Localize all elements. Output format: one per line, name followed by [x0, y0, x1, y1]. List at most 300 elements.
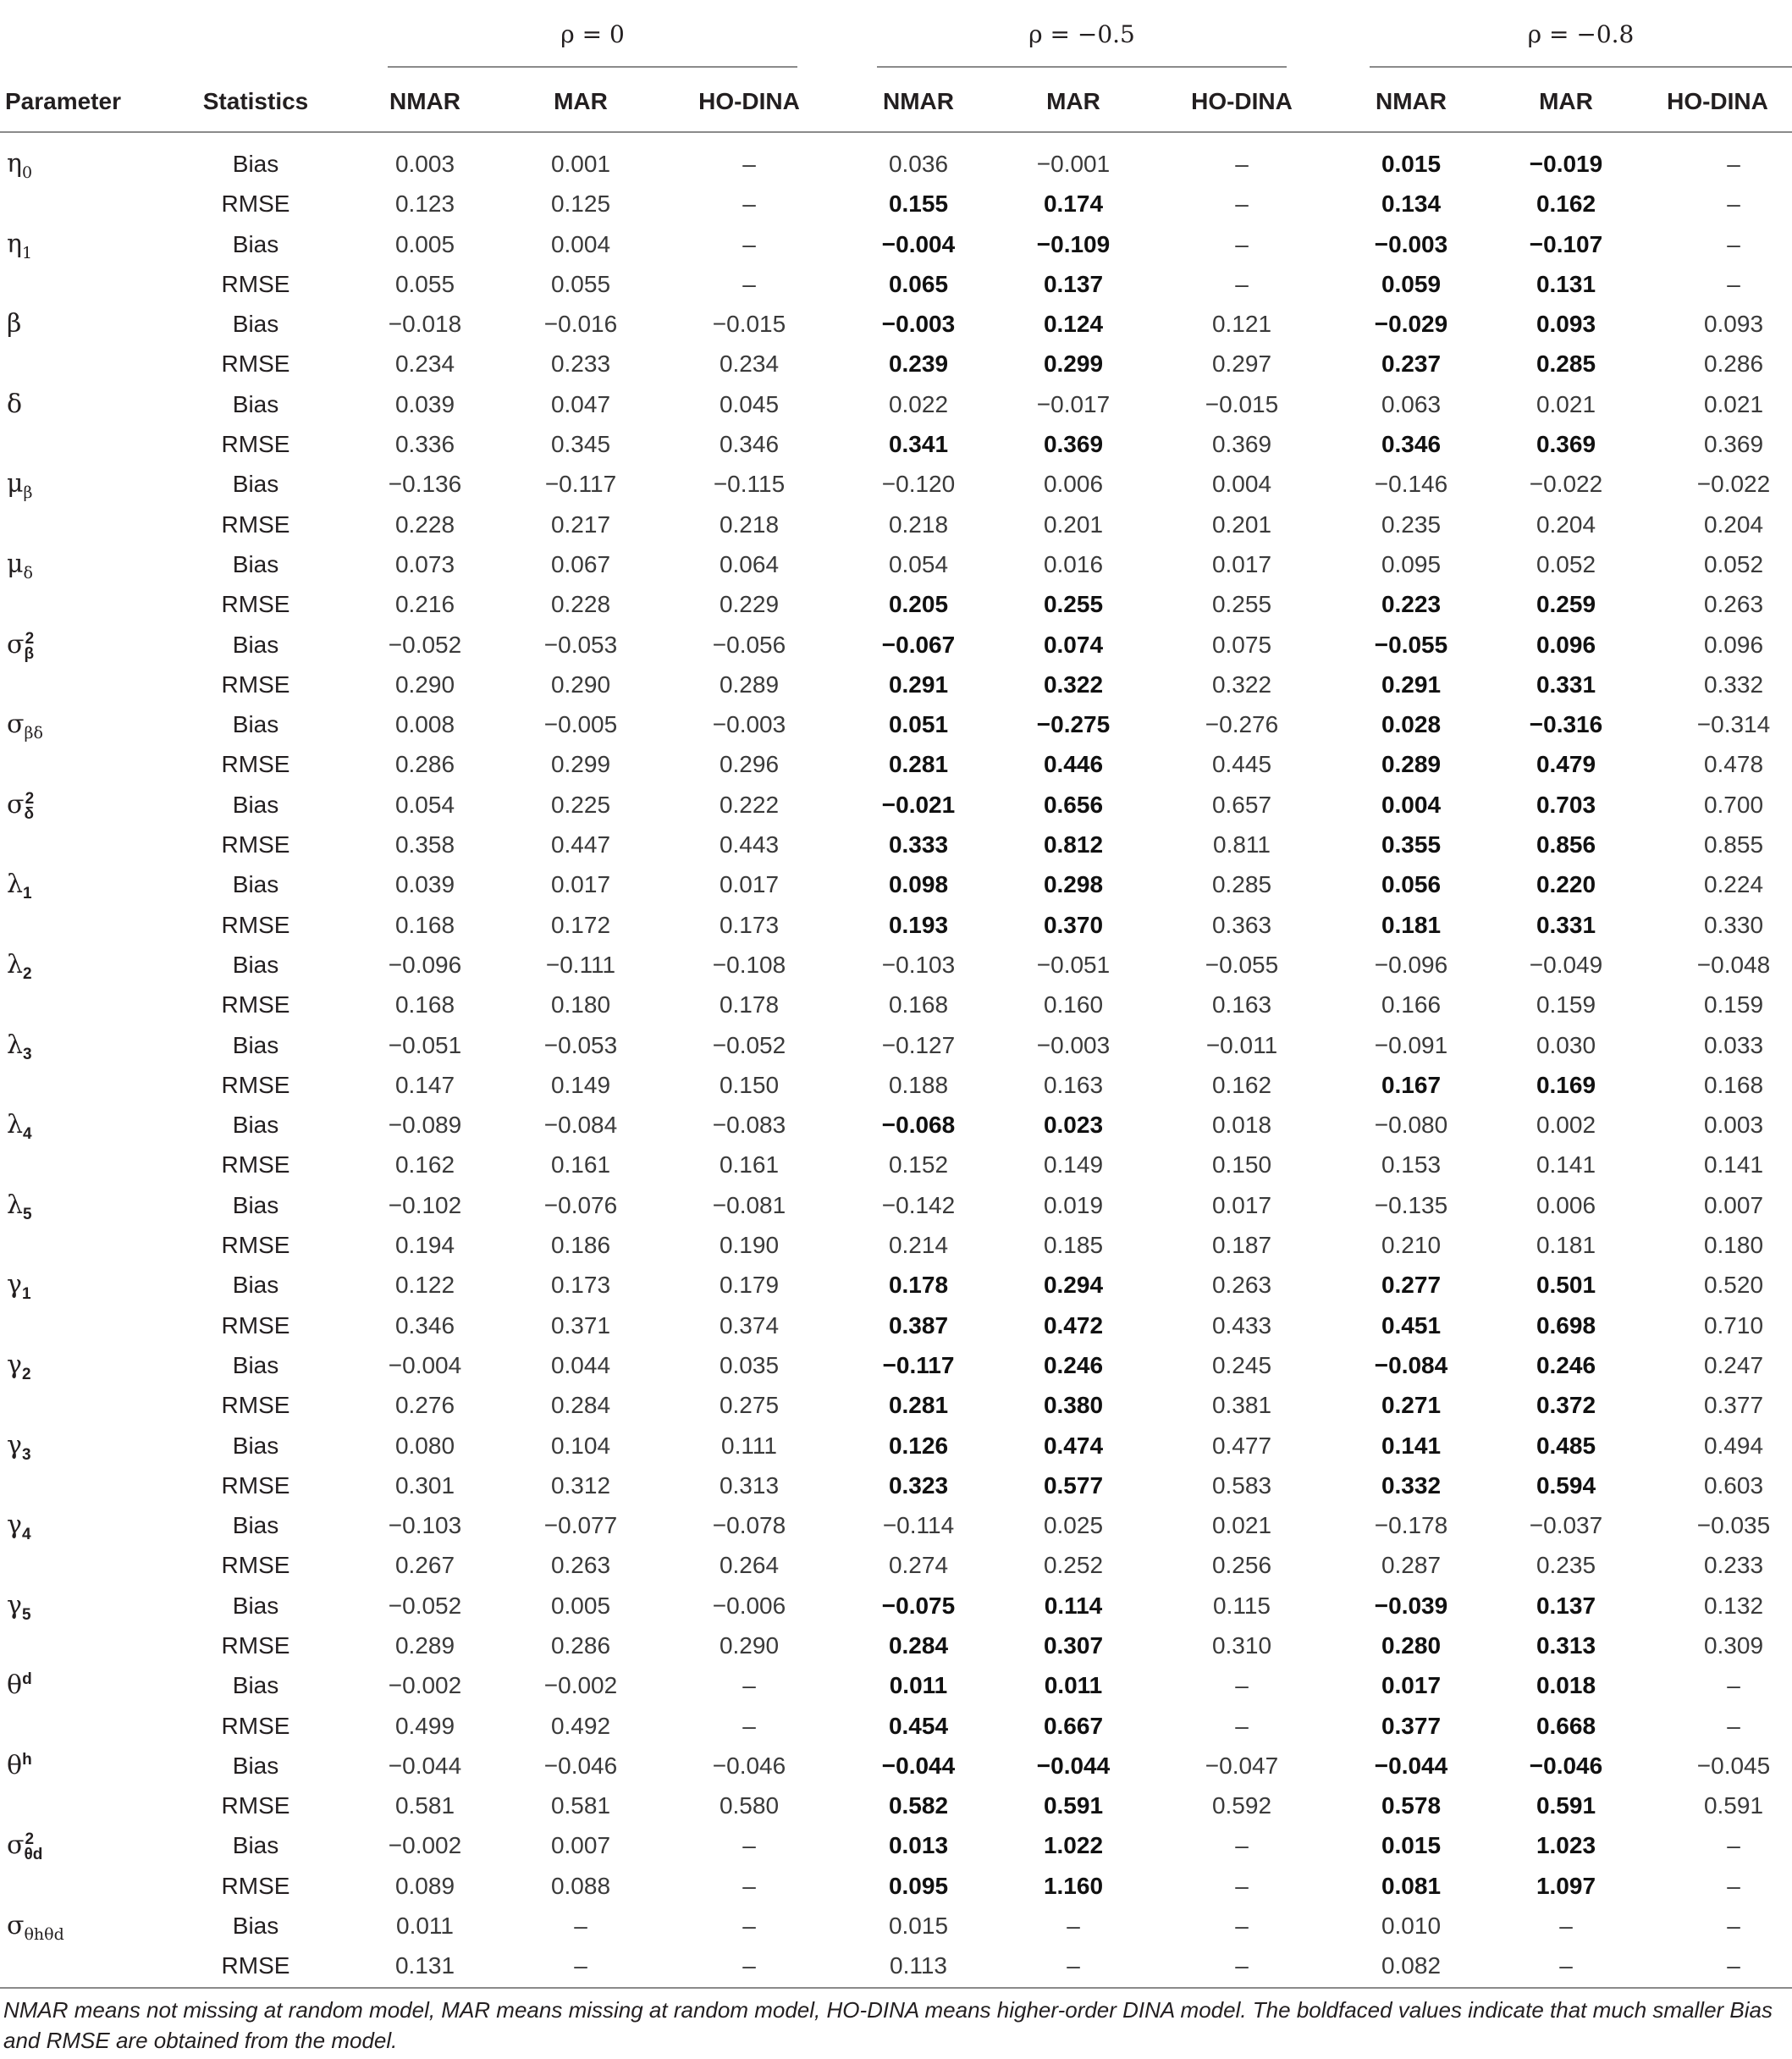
cell-nmar: 0.499 — [394, 1712, 455, 1739]
parameter-symbol: $\gamma_5$ — [7, 1590, 31, 1624]
cell-mar: 0.286 — [550, 1631, 611, 1659]
cell-ho-dina: – — [1235, 1672, 1249, 1699]
cell-ho-dina: 0.096 — [1703, 631, 1764, 658]
table-row — [0, 144, 1792, 184]
group-header-rho-minus-0.5: ρ = −0.5 — [1028, 20, 1135, 48]
cell-mar: 0.856 — [1536, 831, 1596, 858]
cell-nmar: 0.267 — [394, 1552, 455, 1579]
cell-mar: 0.201 — [1043, 511, 1104, 538]
statistic-label: RMSE — [221, 1552, 290, 1579]
cell-nmar: 0.277 — [1381, 1272, 1442, 1299]
statistic-label: Bias — [232, 711, 279, 738]
cell-mar: 0.380 — [1043, 1392, 1104, 1419]
table-row — [0, 1426, 1792, 1466]
cell-nmar: −0.127 — [881, 1031, 956, 1058]
cell-nmar: −0.052 — [388, 1592, 462, 1619]
cell-mar: 1.097 — [1536, 1872, 1596, 1899]
cell-ho-dina: 0.163 — [1211, 991, 1272, 1018]
parameter-symbol: $\lambda_3$ — [7, 1030, 32, 1063]
cell-ho-dina: 0.162 — [1211, 1071, 1272, 1098]
cell-ho-dina: – — [1727, 1952, 1740, 1979]
cell-mar: 0.284 — [550, 1392, 611, 1419]
cell-mar: 0.055 — [550, 270, 611, 297]
cell-mar: −0.019 — [1529, 151, 1603, 177]
cell-nmar: 0.291 — [888, 671, 949, 698]
cell-mar: −0.049 — [1529, 951, 1603, 978]
parameter-symbol: $\sigma_{\theta h\theta d}$ — [7, 1911, 64, 1945]
cell-ho-dina: 0.811 — [1213, 831, 1271, 858]
statistic-label: Bias — [232, 871, 279, 898]
statistic-label: RMSE — [221, 431, 290, 458]
cell-ho-dina: 0.247 — [1703, 1351, 1764, 1378]
cell-ho-dina: 0.017 — [1211, 1191, 1272, 1218]
cell-nmar: −0.103 — [881, 951, 956, 978]
cell-ho-dina: −0.022 — [1696, 471, 1771, 498]
cell-nmar: −0.136 — [388, 471, 462, 498]
cell-mar: −0.077 — [543, 1512, 618, 1539]
cell-ho-dina: – — [1235, 1913, 1249, 1940]
cell-ho-dina: – — [742, 270, 756, 297]
cell-ho-dina: −0.011 — [1205, 1031, 1278, 1058]
cell-ho-dina: 0.290 — [719, 1631, 780, 1659]
parameter-symbol: $\sigma_\delta^2$ — [7, 789, 35, 823]
statistic-label: Bias — [232, 1672, 279, 1699]
cell-ho-dina: 0.064 — [719, 550, 780, 577]
parameter-symbol: $\lambda_1$ — [7, 869, 32, 903]
cell-nmar: 0.051 — [888, 711, 949, 738]
cell-mar: 0.298 — [1043, 871, 1104, 898]
cell-ho-dina: 0.159 — [1703, 991, 1764, 1018]
table-row — [0, 1706, 1792, 1746]
cell-nmar: 0.290 — [394, 671, 455, 698]
cell-mar: 0.052 — [1536, 550, 1596, 577]
parameter-symbol: $\lambda_4$ — [7, 1110, 32, 1144]
parameter-symbol: $\gamma_1$ — [7, 1270, 31, 1304]
statistic-label: RMSE — [221, 591, 290, 618]
cell-ho-dina: 0.161 — [719, 1151, 780, 1179]
cell-ho-dina: 0.218 — [719, 511, 780, 538]
cell-ho-dina: 0.363 — [1211, 911, 1272, 938]
cell-nmar: 0.291 — [1381, 671, 1442, 698]
cell-ho-dina: −0.015 — [1205, 390, 1279, 417]
cell-ho-dina: – — [1235, 1712, 1249, 1739]
cell-nmar: 0.015 — [888, 1913, 949, 1940]
cell-mar: 0.322 — [1043, 671, 1104, 698]
cell-nmar: 0.039 — [394, 390, 455, 417]
parameter-symbol: β — [7, 309, 22, 339]
cell-nmar: 0.162 — [394, 1151, 455, 1179]
cell-mar: 0.372 — [1536, 1392, 1596, 1419]
cell-mar: 0.067 — [550, 550, 611, 577]
statistic-label: Bias — [232, 1112, 279, 1139]
col-header-mar: MAR — [1046, 88, 1100, 114]
cell-ho-dina: −0.048 — [1696, 951, 1771, 978]
table-row — [0, 224, 1792, 264]
cell-ho-dina: 0.855 — [1703, 831, 1764, 858]
cell-ho-dina: 0.075 — [1211, 631, 1272, 658]
cell-ho-dina: 0.591 — [1703, 1792, 1764, 1819]
cell-mar: 0.006 — [1536, 1191, 1596, 1218]
cell-nmar: 0.336 — [394, 431, 455, 458]
statistic-label: RMSE — [221, 991, 290, 1018]
cell-ho-dina: −0.003 — [712, 711, 786, 738]
cell-mar: – — [1559, 1952, 1573, 1979]
cell-nmar: 0.346 — [394, 1311, 455, 1339]
bottom-rule — [0, 1987, 1792, 1989]
cell-ho-dina: 0.018 — [1211, 1112, 1272, 1139]
cell-ho-dina: 0.150 — [719, 1071, 780, 1098]
cell-mar: 0.228 — [550, 591, 611, 618]
cell-mar: 0.370 — [1043, 911, 1104, 938]
statistic-label: Bias — [232, 230, 279, 257]
cell-ho-dina: 0.255 — [1211, 591, 1272, 618]
cell-nmar: 0.095 — [888, 1872, 949, 1899]
cell-nmar: 0.122 — [394, 1272, 455, 1299]
cell-nmar: 0.358 — [394, 831, 455, 858]
cell-mar: 0.006 — [1043, 471, 1104, 498]
col-header-ho-dina: HO-DINA — [698, 88, 800, 114]
cell-mar: 0.017 — [550, 871, 611, 898]
cell-nmar: 0.194 — [394, 1232, 455, 1259]
table-row — [0, 1786, 1792, 1825]
parameter-symbol: $\sigma_{\beta\delta}$ — [7, 709, 43, 743]
cell-nmar: 0.010 — [1381, 1913, 1442, 1940]
table-row — [0, 665, 1792, 704]
cell-mar: −0.003 — [1036, 1031, 1111, 1058]
cell-nmar: 0.216 — [394, 591, 455, 618]
table-row — [0, 1185, 1792, 1225]
statistic-label: Bias — [232, 1913, 279, 1940]
table-row — [0, 785, 1792, 825]
cell-mar: 0.217 — [550, 511, 611, 538]
cell-mar: 0.074 — [1043, 631, 1104, 658]
cell-mar: 0.149 — [1043, 1151, 1104, 1179]
cell-ho-dina: – — [742, 190, 756, 218]
statistic-label: Bias — [232, 471, 279, 498]
cell-nmar: 0.286 — [394, 751, 455, 778]
cell-mar: 0.163 — [1043, 1071, 1104, 1098]
parameter-symbol: $\gamma_2$ — [7, 1350, 31, 1383]
cell-nmar: 0.289 — [1381, 751, 1442, 778]
statistic-label: RMSE — [221, 1071, 290, 1098]
statistic-label: RMSE — [221, 1151, 290, 1179]
cell-ho-dina: 0.330 — [1703, 911, 1764, 938]
table-body — [0, 144, 1792, 1986]
parameter-symbol: $\theta^d$ — [7, 1670, 32, 1701]
cell-nmar: 0.274 — [888, 1552, 949, 1579]
cell-mar: 0.137 — [1536, 1592, 1596, 1619]
cell-ho-dina: 0.178 — [719, 991, 780, 1018]
cell-nmar: 0.237 — [1381, 351, 1442, 378]
cell-mar: 0.104 — [550, 1432, 611, 1459]
cell-ho-dina: 0.173 — [719, 911, 780, 938]
parameter-symbol: $\mu_\beta$ — [7, 469, 33, 503]
cell-ho-dina: 0.115 — [1213, 1592, 1271, 1619]
cell-mar: −0.001 — [1036, 151, 1111, 177]
statistic-label: Bias — [232, 951, 279, 978]
cell-mar: 0.812 — [1043, 831, 1104, 858]
statistic-label: RMSE — [221, 1392, 290, 1419]
cell-ho-dina: 0.004 — [1211, 471, 1272, 498]
cell-nmar: 0.451 — [1381, 1311, 1442, 1339]
cell-nmar: −0.029 — [1374, 311, 1448, 338]
cell-mar: −0.051 — [1036, 951, 1111, 978]
cell-mar: – — [574, 1952, 587, 1979]
cell-ho-dina: 0.204 — [1703, 511, 1764, 538]
cell-nmar: 0.178 — [888, 1272, 949, 1299]
cell-nmar: −0.075 — [881, 1592, 956, 1619]
cell-nmar: 0.015 — [1381, 151, 1442, 177]
cell-ho-dina: – — [1235, 1832, 1249, 1859]
table-row — [0, 625, 1792, 665]
table-row — [0, 905, 1792, 945]
cell-nmar: 0.123 — [394, 190, 455, 218]
cell-ho-dina: – — [742, 1952, 756, 1979]
cell-nmar: −0.051 — [388, 1031, 462, 1058]
cell-mar: 0.263 — [550, 1552, 611, 1579]
cell-ho-dina: −0.115 — [713, 471, 786, 498]
cell-ho-dina: – — [1235, 190, 1249, 218]
cell-ho-dina: 0.657 — [1211, 791, 1272, 818]
table-row — [0, 1466, 1792, 1505]
cell-nmar: 0.134 — [1381, 190, 1442, 218]
table-row — [0, 304, 1792, 344]
cell-nmar: −0.114 — [882, 1512, 955, 1539]
table-row — [0, 864, 1792, 904]
cell-mar: 0.591 — [1043, 1792, 1104, 1819]
cell-ho-dina: – — [1727, 190, 1740, 218]
cell-nmar: −0.004 — [388, 1351, 462, 1378]
cell-ho-dina: 0.245 — [1211, 1351, 1272, 1378]
cell-mar: 0.369 — [1043, 431, 1104, 458]
cell-mar: – — [1067, 1913, 1080, 1940]
cell-mar: 0.220 — [1536, 871, 1596, 898]
cell-ho-dina: 0.234 — [719, 351, 780, 378]
cell-ho-dina: 0.003 — [1703, 1112, 1764, 1139]
cell-nmar: 0.005 — [394, 230, 455, 257]
cell-mar: 0.004 — [550, 230, 611, 257]
cell-mar: 0.299 — [1043, 351, 1104, 378]
cell-nmar: 0.168 — [394, 991, 455, 1018]
cell-mar: 0.016 — [1043, 550, 1104, 577]
table-row — [0, 1225, 1792, 1265]
cell-ho-dina: −0.046 — [712, 1752, 786, 1779]
cell-nmar: 0.073 — [394, 550, 455, 577]
col-header-nmar: NMAR — [389, 88, 460, 114]
cell-nmar: −0.067 — [881, 631, 956, 658]
cell-ho-dina: 0.263 — [1211, 1272, 1272, 1299]
cell-ho-dina: −0.108 — [712, 951, 786, 978]
cell-mar: −0.044 — [1036, 1752, 1111, 1779]
cell-nmar: 0.003 — [394, 151, 455, 177]
cell-ho-dina: −0.078 — [712, 1512, 786, 1539]
cell-mar: 0.001 — [550, 151, 611, 177]
cell-mar: −0.084 — [543, 1112, 618, 1139]
table-row — [0, 464, 1792, 504]
cell-nmar: 0.377 — [1381, 1712, 1442, 1739]
cell-mar: 0.492 — [550, 1712, 611, 1739]
statistic-label: RMSE — [221, 1471, 290, 1499]
statistic-label: Bias — [232, 1272, 279, 1299]
table-row — [0, 1065, 1792, 1105]
cell-ho-dina: – — [742, 230, 756, 257]
cell-mar: 0.131 — [1536, 270, 1596, 297]
cell-mar: −0.005 — [543, 711, 618, 738]
statistic-label: Bias — [232, 1351, 279, 1378]
cell-ho-dina: 0.190 — [719, 1232, 780, 1259]
statistic-label: RMSE — [221, 1232, 290, 1259]
cell-mar: 0.698 — [1536, 1311, 1596, 1339]
cell-mar: 0.331 — [1536, 911, 1596, 938]
cell-mar: 0.180 — [550, 991, 611, 1018]
cell-ho-dina: 0.285 — [1211, 871, 1272, 898]
cell-ho-dina: 0.374 — [719, 1311, 780, 1339]
cell-mar: 0.181 — [1536, 1232, 1596, 1259]
cell-ho-dina: 0.017 — [1211, 550, 1272, 577]
statistic-label: Bias — [232, 1031, 279, 1058]
cell-nmar: 0.166 — [1381, 991, 1442, 1018]
statistic-label: RMSE — [221, 1792, 290, 1819]
statistic-label: RMSE — [221, 1631, 290, 1659]
cell-nmar: 0.147 — [394, 1071, 455, 1098]
cell-ho-dina: 0.603 — [1703, 1471, 1764, 1499]
col-header-statistics: Statistics — [202, 88, 309, 114]
table-row — [0, 264, 1792, 304]
cell-mar: 0.162 — [1536, 190, 1596, 218]
cell-nmar: 0.301 — [394, 1471, 455, 1499]
cell-ho-dina: 0.222 — [719, 791, 780, 818]
cell-mar: 0.125 — [550, 190, 611, 218]
cell-nmar: 0.205 — [888, 591, 949, 618]
cell-mar: 0.259 — [1536, 591, 1596, 618]
cell-ho-dina: −0.081 — [712, 1191, 786, 1218]
cell-mar: 0.235 — [1536, 1552, 1596, 1579]
cell-ho-dina: 0.132 — [1703, 1592, 1764, 1619]
cell-mar: 0.137 — [1043, 270, 1104, 297]
statistic-label: Bias — [232, 550, 279, 577]
cell-ho-dina: – — [1235, 151, 1249, 177]
cell-nmar: 0.167 — [1381, 1071, 1442, 1098]
statistic-label: RMSE — [221, 831, 290, 858]
cell-ho-dina: 0.168 — [1703, 1071, 1764, 1098]
table-row — [0, 1505, 1792, 1545]
statistic-label: Bias — [232, 631, 279, 658]
table-row — [0, 1746, 1792, 1786]
cell-ho-dina: 0.263 — [1703, 591, 1764, 618]
cell-mar: 0.255 — [1043, 591, 1104, 618]
statistic-label: Bias — [232, 1832, 279, 1859]
cell-ho-dina: 0.445 — [1211, 751, 1272, 778]
col-header-ho-dina: HO-DINA — [1191, 88, 1293, 114]
cell-nmar: −0.052 — [388, 631, 462, 658]
statistic-label: RMSE — [221, 1952, 290, 1979]
cell-nmar: 0.276 — [394, 1392, 455, 1419]
cell-ho-dina: −0.314 — [1696, 711, 1771, 738]
col-header-mar: MAR — [1539, 88, 1593, 114]
cell-nmar: 0.355 — [1381, 831, 1442, 858]
cell-mar: −0.022 — [1529, 471, 1603, 498]
cell-nmar: 0.054 — [888, 550, 949, 577]
cell-mar: −0.053 — [543, 1031, 618, 1058]
cell-ho-dina: 0.201 — [1211, 511, 1272, 538]
statistic-label: RMSE — [221, 1311, 290, 1339]
statistic-label: RMSE — [221, 511, 290, 538]
cell-ho-dina: 0.275 — [719, 1392, 780, 1419]
cell-nmar: 0.332 — [1381, 1471, 1442, 1499]
table-footnote: NMAR means not missing at random model, MAR means missing at random model, HO-DINA means higher-order DINA model. The boldfaced values indicate that much smaller Bias and RMSE are obtained from the model. — [3, 1997, 1773, 2053]
cell-mar: 0.294 — [1043, 1272, 1104, 1299]
cell-nmar: −0.146 — [1374, 471, 1448, 498]
cell-ho-dina: −0.047 — [1205, 1752, 1279, 1779]
cell-mar: −0.002 — [543, 1672, 618, 1699]
cell-mar: −0.046 — [1529, 1752, 1603, 1779]
cell-mar: 0.485 — [1536, 1432, 1596, 1459]
cell-nmar: −0.117 — [882, 1351, 955, 1378]
cell-nmar: −0.142 — [881, 1191, 956, 1218]
cell-nmar: −0.080 — [1374, 1112, 1448, 1139]
cell-nmar: 0.223 — [1381, 591, 1442, 618]
cell-nmar: 0.017 — [1381, 1672, 1442, 1699]
cell-ho-dina: – — [1727, 230, 1740, 257]
cell-ho-dina: 0.021 — [1703, 390, 1764, 417]
cell-mar: – — [1067, 1952, 1080, 1979]
cell-nmar: 0.284 — [888, 1631, 949, 1659]
cell-mar: 0.313 — [1536, 1631, 1596, 1659]
cell-nmar: 0.289 — [394, 1631, 455, 1659]
cell-ho-dina: −0.035 — [1696, 1512, 1771, 1539]
cell-nmar: 0.281 — [888, 751, 949, 778]
cell-mar: 0.186 — [550, 1232, 611, 1259]
cell-nmar: 0.028 — [1381, 711, 1442, 738]
cell-nmar: 0.063 — [1381, 390, 1442, 417]
cell-nmar: −0.002 — [388, 1832, 462, 1859]
cell-nmar: 0.280 — [1381, 1631, 1442, 1659]
cell-ho-dina: −0.006 — [712, 1592, 786, 1619]
cell-ho-dina: 0.310 — [1211, 1631, 1272, 1659]
cell-nmar: 0.081 — [1381, 1872, 1442, 1899]
cell-nmar: 0.234 — [394, 351, 455, 378]
cell-mar: −0.316 — [1529, 711, 1603, 738]
cell-nmar: 0.333 — [888, 831, 949, 858]
cell-mar: 0.581 — [550, 1792, 611, 1819]
cell-ho-dina: 0.580 — [719, 1792, 780, 1819]
table-row — [0, 505, 1792, 544]
cell-nmar: 0.188 — [888, 1071, 949, 1098]
statistic-label: Bias — [232, 1512, 279, 1539]
cell-mar: −0.016 — [543, 311, 618, 338]
cell-ho-dina: 0.346 — [719, 431, 780, 458]
cell-nmar: −0.003 — [881, 311, 956, 338]
cell-ho-dina: 0.017 — [719, 871, 780, 898]
group-underline-rho-minus-0.5 — [877, 66, 1287, 68]
cell-mar: 0.307 — [1043, 1631, 1104, 1659]
cell-mar: −0.037 — [1529, 1512, 1603, 1539]
table-row — [0, 744, 1792, 784]
cell-mar: 0.577 — [1043, 1471, 1104, 1499]
cell-ho-dina: 0.035 — [719, 1351, 780, 1378]
cell-nmar: 0.153 — [1381, 1151, 1442, 1179]
cell-mar: −0.107 — [1529, 230, 1603, 257]
cell-nmar: 0.287 — [1381, 1552, 1442, 1579]
statistic-label: RMSE — [221, 751, 290, 778]
cell-ho-dina: 0.021 — [1211, 1512, 1272, 1539]
table-row — [0, 1825, 1792, 1865]
cell-ho-dina: – — [1727, 1872, 1740, 1899]
statistic-label: RMSE — [221, 911, 290, 938]
cell-mar: −0.076 — [543, 1191, 618, 1218]
cell-nmar: 0.089 — [394, 1872, 455, 1899]
cell-ho-dina: – — [1235, 1952, 1249, 1979]
